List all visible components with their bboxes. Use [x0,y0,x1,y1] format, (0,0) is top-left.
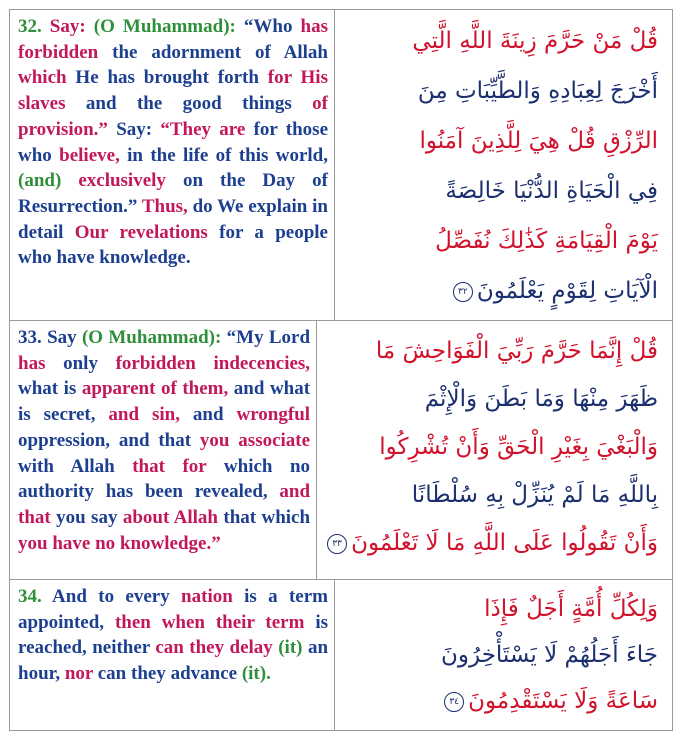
translation-segment: is a term appointed, [18,586,328,633]
translation-segment: for His slaves [18,67,328,115]
arabic-line [345,678,658,724]
english-translation [10,321,317,579]
arabic-text [317,321,672,579]
arabic-line-text: وَالْبَغْيَ بِغَيْرِ الْحَقِّ وَأَنْ تُشْرِكُوا [379,434,658,460]
arabic-line [345,266,658,316]
translation-segment: (it) [278,637,308,659]
verse-number-mark: ٣٣ [327,534,347,554]
translation-segment: (and) [18,170,79,192]
arabic-line [327,519,658,567]
translation-segment: 32. [18,16,50,37]
translation-segment: that for [132,455,224,477]
arabic-line-text: قُلْ مَنْ حَرَّمَ زِينَةَ اللَّهِ الَّتِي [412,28,658,54]
english-translation [10,10,335,320]
translation-segment: (O Muhammad): [81,327,227,348]
translation-segment: 33. Say [18,327,82,348]
translation-segment: “My Lord [226,327,311,348]
translation-segment: exclusively [78,170,183,192]
arabic-text [335,10,672,320]
translation-segment: for a people who have knowledge. [18,221,328,269]
verse-row-33 [10,321,672,580]
arabic-line [327,471,658,519]
translation-segment: has [18,352,64,374]
translation-segment: wrongful [236,404,311,426]
arabic-text [335,580,672,730]
arabic-line-text: أَخْرَجَ لِعِبَادِهِ وَالطَّيِّبَاتِ مِنَ [417,78,658,104]
arabic-line-text: قُلْ إِنَّمَا حَرَّمَ رَبِّيَ الْفَوَاحِشَ مَا [375,338,658,364]
arabic-line [345,116,658,166]
translation-segment: forbidden indecencies, [115,352,311,374]
translation-segment: He has brought forth [75,67,268,89]
translation-segment: then when their term [114,611,316,633]
arabic-line [327,375,658,423]
translation-segment: about Allah [122,506,224,528]
translation-segment: the adornment of Allah [112,41,328,63]
translation-segment: can they advance [97,663,242,685]
translation-segment: (O Muhammad): [93,16,244,37]
translation-segment: you have no knowledge.” [18,532,221,554]
translation-segment: in the life of this world, [127,144,328,166]
arabic-line-text: الْآيَاتِ لِقَوْمٍ يَعْلَمُونَ [476,278,658,304]
arabic-line-text: بِاللَّهِ مَا لَمْ يُنَزِّلْ بِهِ سُلْطَانًا [411,482,658,508]
arabic-line [345,216,658,266]
arabic-line [327,423,658,471]
translation-segment: 34. [18,586,53,607]
translation-segment: (it). [241,663,271,685]
translation-segment: an hour, [18,637,329,685]
translation-segment: do We explain in detail [18,195,328,243]
arabic-line-text: وَلِكُلِّ أُمَّةٍ أَجَلٌ فَإِذَا [484,596,658,622]
arabic-line-text: جَاءَ أَجَلُهُمْ لَا يَسْتَأْخِرُونَ [441,642,658,668]
translation-segment: and the good things [85,93,313,115]
english-translation [10,580,335,730]
translation-segment: which [18,67,76,89]
translation-segment: “They are [160,118,254,140]
translation-segment: “Who [243,16,301,37]
arabic-line [327,327,658,375]
translation-segment: what is [18,378,82,400]
arabic-line [345,586,658,632]
translation-segment: and sin, [108,404,193,426]
translation-segment: you say [56,506,123,528]
translation-segment: Thus, [141,195,193,217]
arabic-line-text: وَأَنْ تَقُولُوا عَلَى اللَّهِ مَا لَا تَعْلَمُونَ [351,530,658,556]
translation-segment: Say: [49,16,94,37]
translation-segment: believe, [59,144,128,166]
translation-segment: for those who [18,118,329,166]
arabic-line-text: سَاعَةً وَلَا يَسْتَقْدِمُونَ [468,688,658,714]
translation-segment: on the Day of Resurrection.” [18,170,328,217]
translation-segment: that which [223,506,311,528]
verse-number-mark: ٣٢ [453,282,473,302]
translation-segment: has forbidden [18,16,328,63]
verse-row-32 [10,10,672,321]
translation-segment: oppression, and that [18,429,200,451]
translation-segment: with Allah [18,455,133,477]
verse-row-34 [10,580,672,730]
verse-table [9,9,673,731]
translation-segment: can they delay [155,637,279,659]
arabic-line [345,166,658,216]
translation-segment: you associate [199,429,311,451]
arabic-line-text: ظَهَرَ مِنْهَا وَمَا بَطَنَ وَالْإِثْمَ [424,386,658,412]
translation-segment: and what is secret, [18,378,311,426]
arabic-line-text: يَوْمَ الْقِيَامَةِ كَذَٰلِكَ نُفَصِّلُ [435,228,658,254]
translation-segment: And to every [52,586,182,607]
translation-segment: is reached, neither [18,611,328,659]
translation-segment: which no authority has been revealed, [18,455,311,503]
translation-segment: and that [18,481,311,528]
translation-segment: nation [181,586,245,607]
translation-segment: only [63,352,116,374]
translation-segment: apparent of them, [81,378,234,400]
arabic-line-text: فِي الْحَيَاةِ الدُّنْيَا خَالِصَةً [445,178,658,204]
arabic-line [345,66,658,116]
arabic-line-text: الرِّزْقِ قُلْ هِيَ لِلَّذِينَ آمَنُوا [419,128,658,154]
translation-segment: and [192,404,237,426]
translation-segment: Say: [116,118,161,140]
verse-number-mark: ٣٤ [444,692,464,712]
arabic-line [345,632,658,678]
translation-segment: Our revelations [74,221,220,243]
translation-segment: nor [64,663,98,685]
arabic-line [345,16,658,66]
translation-segment: of provision.” [18,93,328,140]
